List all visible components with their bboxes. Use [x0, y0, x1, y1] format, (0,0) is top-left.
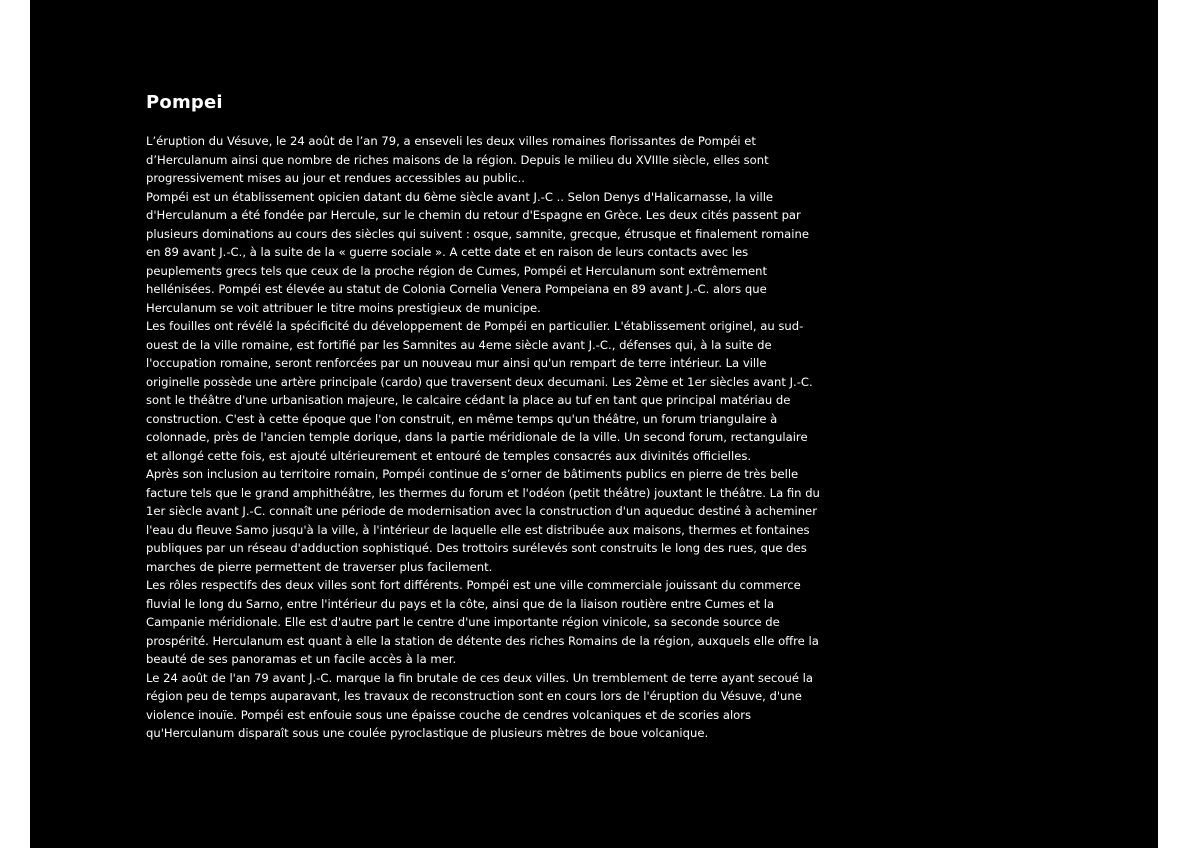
paragraph-eruption: Le 24 août de l'an 79 avant J.-C. marque la fin brutale de ces deux villes. Un tremblement de terre ayant secoué la région peu de temps auparavant, les travaux de reconstruction sont en cours lors de l'éruption du Vésuve, d'une violence inouïe. Pompéi est enfouie sous une épaisse couche de cendres volcaniques et de scories alors qu'Herculanum disparaît sous une coulée pyroclastique de plusieurs mètres de boue volcanique.	[146, 670, 813, 740]
paragraph-intro: L’éruption du Vésuve, le 24 août de l’an 79, a enseveli les deux villes romaines florissantes de Pompéi et d’Herculanum ainsi que nombre de riches maisons de la région. Depuis le milieu du XVIIIe siècle, elles sont progressivement mises au jour et rendues accessibles au public..	[146, 134, 769, 185]
paragraph-roles: Les rôles respectifs des deux villes sont fort différents. Pompéi est une ville commerciale jouissant du commerce fluvial le long du Sarno, entre l'intérieur du pays et la côte, ainsi que de la liaison routière entre Cumes et la Campanie méridionale. Elle est d'autre part le centre d'une importante région vinicole, sa seconde source de prospérité. Herculanum est quant à elle la station de détente des riches Romains de la région, auxquels elle offre la beauté de ses panoramas et un facile accès à la mer.	[146, 578, 819, 666]
document-body	[146, 90, 822, 743]
page-title: Pompei	[146, 92, 223, 113]
paragraph-roman-period: Après son inclusion au territoire romain, Pompéi continue de s’orner de bâtiments publics en pierre de très belle facture tels que le grand amphithéâtre, les thermes du forum et l'odéon (petit théâtre) jouxtant le théâtre. La fin du 1er siècle avant J.-C. connaît une période de modernisation avec la construction d'un aqueduc destiné à acheminer l'eau du fleuve Samo jusqu'à la ville, à l'intérieur de laquelle elle est distribuée aux maisons, thermes et fontaines publiques par un réseau d'adduction sophistiqué. Des trottoirs surélevés sont construits le long des rues, que des marches de pierre permettent de traverser plus facilement.	[146, 467, 820, 574]
paragraph-origins: Pompéi est un établissement opicien datant du 6ème siècle avant J.-C .. Selon Denys d'Halicarnasse, la ville d'Herculanum a été fondée par Hercule, sur le chemin du retour d'Espagne en Grèce. Les deux cités passent par plusieurs dominations au cours des siècles qui suivent : osque, samnite, grecque, étrusque et finalement romaine en 89 avant J.-C., à la suite de la « guerre sociale ». A cette date et en raison de leurs contacts avec les peuplements grecs tels que ceux de la proche région de Cumes, Pompéi et Herculanum sont extrêmement hellénisées. Pompéi est élevée au statut de Colonia Cornelia Venera Pompeiana en 89 avant J.-C. alors que Herculanum se voit attribuer le titre moins prestigieux de municipe.	[146, 189, 809, 315]
document-page	[30, 0, 1158, 848]
paragraph-excavations: Les fouilles ont révélé la spécificité du développement de Pompéi en particulier. L'établissement originel, au sud-ouest de la ville romaine, est fortifié par les Samnites au 4eme siècle avant J.-C., défenses qui, à la suite de l'occupation romaine, seront renforcées par un nouveau mur ainsi qu'un rempart de terre intérieur. La ville originelle possède une artère principale (cardo) que traversent deux decumani. Les 2ème et 1er siècles avant J.-C. sont le théâtre d'une urbanisation majeure, le calcaire cédant la place au tuf en tant que principal matériau de construction. C'est à cette époque que l'on construit, en même temps qu'un théâtre, un forum triangulaire à colonnade, près de l'ancien temple dorique, dans la partie méridionale de la ville. Un second forum, rectangulaire et allongé cette fois, est ajouté ultérieurement et entouré de temples consacrés aux divinités officielles.	[146, 319, 813, 463]
